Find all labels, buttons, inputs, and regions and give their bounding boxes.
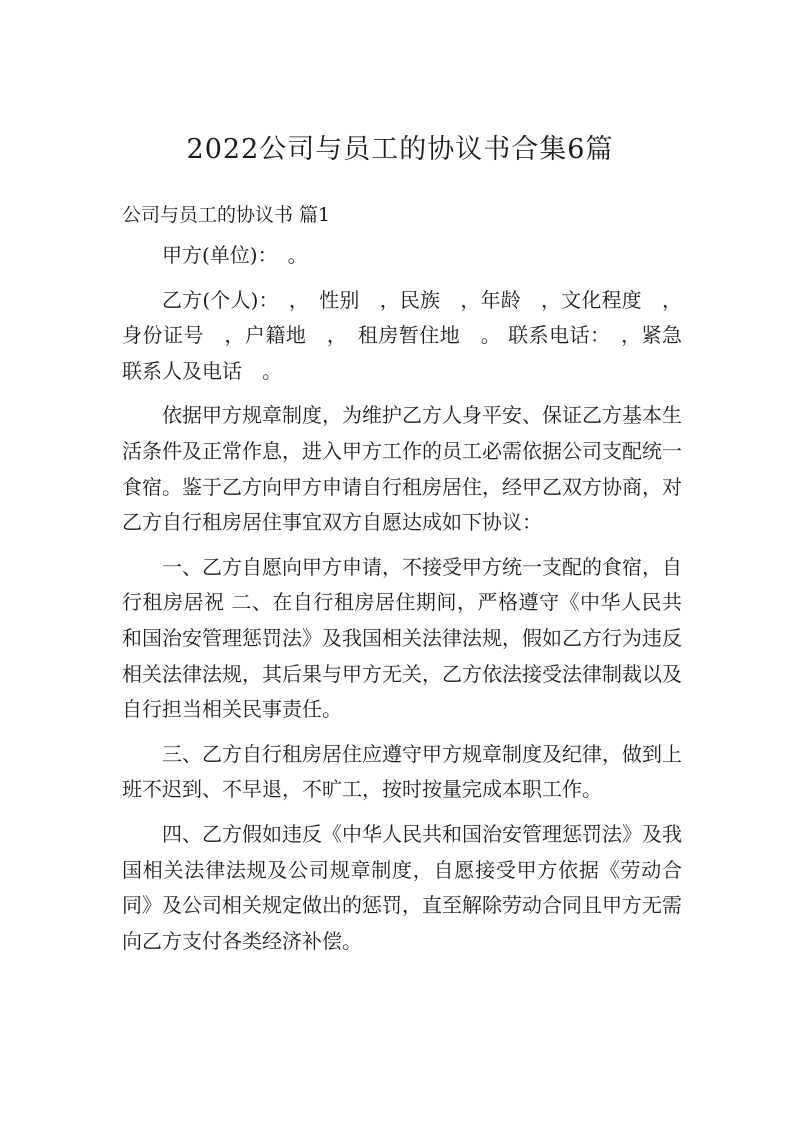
paragraph-clause-1-2: 一、乙方自愿向甲方申请，不接受甲方统一支配的食宿，自行租房居祝 二、在自行租房居住期间，严格遵守《中华人民共和国治安管理惩罚法》及我国相关法律法规，假如乙方行为违反相关法律法规，其后果与甲方无关，乙方依法接受法律制裁以及自行担当相关民事责任。 — [122, 554, 682, 722]
section-heading: 公司与员工的协议书 篇1 — [122, 204, 331, 226]
document-title: 2022公司与员工的协议书合集6篇 — [186, 134, 614, 165]
paragraph-clause-4: 四、乙方假如违反《中华人民共和国治安管理惩罚法》及我国相关法律法规及公司规章制度，自愿接受甲方依据《劳动合同》及公司相关规定做出的惩罚，直至解除劳动合同且甲方无需向乙方支付各类经济补偿。 — [122, 821, 682, 953]
paragraph-clause-3: 三、乙方自行租房居住应遵守甲方规章制度及纪律，做到上班不迟到、不早退，不旷工，按时按量完成本职工作。 — [122, 741, 682, 802]
paragraph-party-a: 甲方(单位)： 。 — [162, 243, 308, 267]
paragraph-preamble: 依据甲方规章制度，为维护乙方人身平安、保证乙方基本生活条件及正常作息，进入甲方工作的员工必需依据公司支配统一食宿。鉴于乙方向甲方申请自行租房居住，经甲乙双方协商，对乙方自行租房居住事宜双方自愿达成如下协议： — [122, 403, 682, 535]
paragraph-party-b: 乙方(个人)： ， 性别 ，民族 ，年龄 ，文化程度 ，身份证号 ，户籍地 ， 租房暂住地 。 联系电话： ，紧急联系人及电话 。 — [122, 287, 682, 383]
document-body — [122, 238, 682, 968]
